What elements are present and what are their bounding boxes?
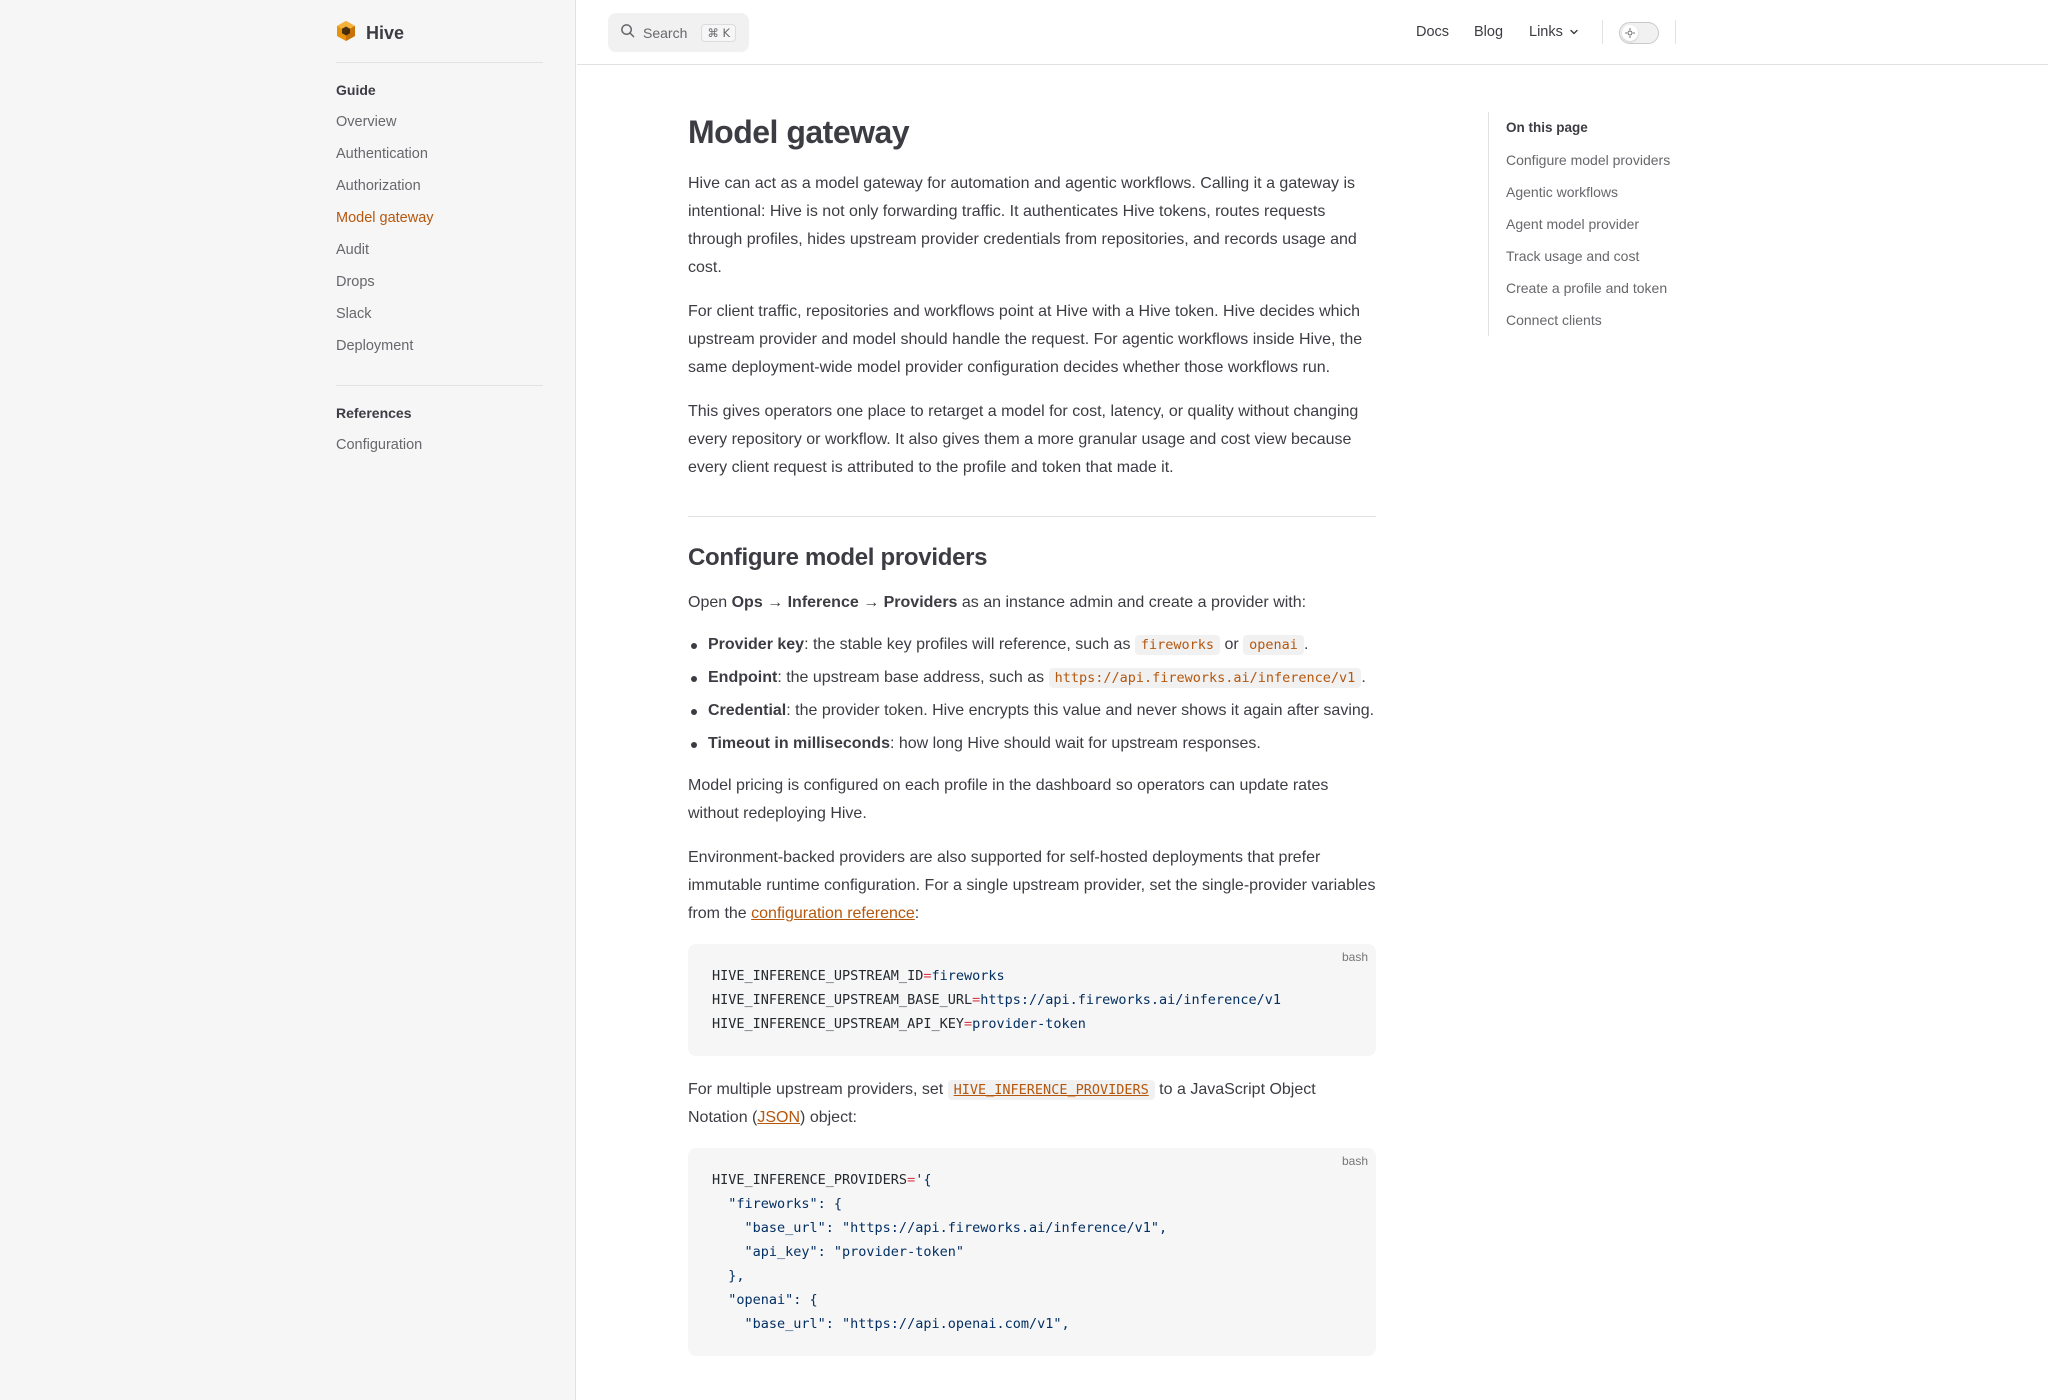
sidebar-item-model-gateway[interactable]: Model gateway: [336, 210, 434, 226]
sidebar-item-overview[interactable]: Overview: [336, 114, 397, 130]
inline-code: fireworks: [1135, 635, 1220, 655]
chevron-down-icon: [1569, 27, 1579, 37]
nav-docs[interactable]: Docs: [1416, 24, 1450, 40]
top-bar: [577, 0, 2048, 65]
on-this-page: [1488, 112, 1728, 336]
code-block[interactable]: [688, 944, 1376, 1056]
intro-paragraph: Hive can act as a model gateway for automation and agentic workflows. Calling it a gateway is intentional: Hive is not only forwarding traffic. It authenticates Hive tokens, routes requests through profiles, hides upstream provider credentials from repositories, and records usage and cost.: [688, 175, 1357, 276]
multi-provider-paragraph: For multiple upstream providers, set HIVE_INFERENCE_PROVIDERS to a JavaScript Object Notation (JSON) object:: [688, 1081, 1316, 1126]
env-paragraph: Environment-backed providers are also supported for self-hosted deployments that prefer immutable runtime configuration. For a single upstream provider, set the single-provider variables from the configuration reference:: [688, 849, 1376, 922]
toc-item-agentic-workflows[interactable]: Agentic workflows: [1506, 184, 1619, 200]
sidebar-group-references: [336, 397, 556, 461]
provider-fields-list: [688, 633, 1376, 756]
search-label: Search: [643, 24, 688, 41]
code-content: HIVE_INFERENCE_UPSTREAM_ID=fireworks HIVE_INFERENCE_UPSTREAM_BASE_URL=https://api.fireworks.ai/inference/v1 HIVE_INFERENCE_UPSTREAM_API_KEY=provider-token: [712, 968, 1281, 1032]
intro-paragraph: For client traffic, repositories and workflows point at Hive with a Hive token. Hive decides which upstream provider and model should handle the request. For agentic workflows inside Hive, the same deployment-wide model provider configuration decides whether those workflows run.: [688, 303, 1363, 376]
list-item: Provider key: the stable key profiles will reference, such as fireworks or openai .: [688, 633, 1376, 657]
sidebar-item-configuration[interactable]: Configuration: [336, 437, 423, 453]
list-item: Timeout in milliseconds: how long Hive should wait for upstream responses.: [688, 732, 1376, 756]
sidebar-item-deployment[interactable]: Deployment: [336, 338, 414, 354]
nav-divider: [1602, 20, 1603, 44]
sidebar-heading-guide: Guide: [336, 82, 376, 98]
inline-code: openai: [1243, 635, 1304, 655]
sidebar-item-authorization[interactable]: Authorization: [336, 178, 421, 194]
theme-toggle[interactable]: [1619, 22, 1659, 44]
list-item: Endpoint: the upstream base address, such as https://api.fireworks.ai/inference/v1 .: [688, 666, 1376, 690]
sidebar-item-drops[interactable]: Drops: [336, 274, 375, 290]
sidebar-item-authentication[interactable]: Authentication: [336, 146, 428, 162]
toc-item-track-usage-and-cost[interactable]: Track usage and cost: [1506, 248, 1640, 264]
open-instructions: Open Ops → Inference → Providers as an instance admin and create a provider with:: [688, 594, 1307, 611]
sidebar-group-guide: [336, 74, 556, 362]
toc-item-create-profile-and-token[interactable]: Create a profile and token: [1506, 280, 1668, 296]
pricing-paragraph: Model pricing is configured on each profile in the dashboard so operators can update rates without redeploying Hive.: [688, 777, 1329, 822]
code-block[interactable]: [688, 1148, 1376, 1356]
doc-content: [688, 100, 1376, 1376]
section-heading: Configure model providers: [688, 544, 988, 571]
search-button[interactable]: [608, 13, 749, 52]
toc-title: On this page: [1506, 120, 1588, 135]
ops-path: Ops → Inference → Providers: [731, 594, 958, 611]
inline-code: https://api.fireworks.ai/inference/v1: [1049, 668, 1362, 688]
nav-docs-wrap: [1416, 0, 1449, 64]
nav-blog-wrap: [1474, 0, 1503, 64]
nav-links-menu[interactable]: [1529, 0, 1579, 64]
sun-icon: [1622, 25, 1638, 41]
sidebar-item-audit[interactable]: Audit: [336, 242, 370, 258]
sidebar: [0, 0, 576, 1400]
sidebar-divider: [336, 62, 543, 63]
hive-logo-icon: [336, 20, 356, 47]
json-link[interactable]: JSON: [757, 1109, 801, 1126]
sidebar-heading-references: References: [336, 405, 412, 421]
sidebar-divider: [336, 385, 543, 386]
toc-item-agent-model-provider[interactable]: Agent model provider: [1506, 216, 1640, 232]
hive-inference-providers-link[interactable]: HIVE_INFERENCE_PROVIDERS: [948, 1080, 1155, 1100]
list-item: Credential: the provider token. Hive encrypts this value and never shows it again after saving.: [688, 699, 1376, 723]
code-content: HIVE_INFERENCE_PROVIDERS='{ "fireworks": { "base_url": "https://api.fireworks.ai/inference/v1", "api_key": "provider-token" }, "openai": { "base_url": "https://api.openai.com/v1",: [712, 1172, 1168, 1332]
code-language-label: bash: [1341, 950, 1368, 964]
brand-name: Hive: [366, 23, 405, 43]
nav-blog[interactable]: Blog: [1474, 24, 1504, 40]
toc-item-configure-model-providers[interactable]: Configure model providers: [1506, 152, 1671, 168]
nav-links[interactable]: Links: [1529, 24, 1563, 40]
toc-item-connect-clients[interactable]: Connect clients: [1506, 312, 1602, 328]
search-shortcut: ⌘ K: [701, 24, 736, 42]
brand[interactable]: [336, 20, 404, 47]
code-language-label: bash: [1341, 1154, 1368, 1168]
search-icon: [620, 23, 635, 43]
sidebar-item-slack[interactable]: Slack: [336, 306, 372, 322]
section-divider: [688, 516, 1376, 517]
page-title: Model gateway: [688, 114, 910, 150]
nav-divider: [1675, 20, 1676, 44]
intro-paragraph: This gives operators one place to retarget a model for cost, latency, or quality without changing every repository or workflow. It also gives them a more granular usage and cost view because every client request is attributed to the profile and token that made it.: [688, 403, 1359, 476]
configuration-reference-link[interactable]: configuration reference: [751, 905, 915, 922]
